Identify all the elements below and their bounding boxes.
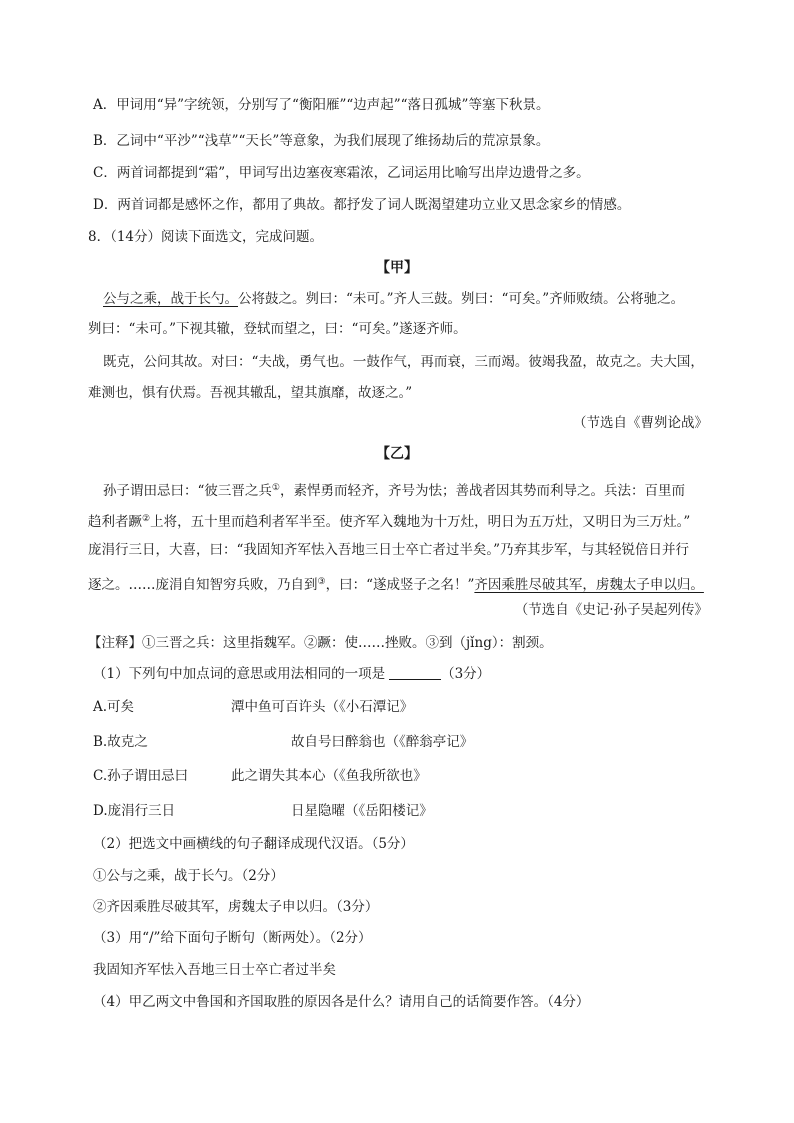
q1-option-d-left: D.庞涓行三日 — [93, 803, 176, 819]
yi-line-2-a: 趋利者蹶 — [88, 514, 142, 530]
footnote-marker-2: ② — [142, 514, 151, 524]
q3-sentence: 我固知齐军怯入吾地三日士卒亡者过半矣 — [93, 962, 336, 978]
jia-paragraph-2-line-1: 既克，公问其故。对曰：“夫战，勇气也。一鼓作气，再而衰，三而竭。彼竭我盈，故克之。夫大国， — [103, 354, 704, 370]
q1-option-d-right: 日星隐曜（《岳阳楼记》 — [291, 803, 433, 819]
yi-source: （节选自《史记·孙子吴起列传》 — [514, 602, 708, 618]
q7-option-c: C．两首词都提到“霜”，甲词写出边塞夜寒霜浓，乙词运用比喻写出岸边遗骨之多。 — [93, 165, 590, 181]
q1-option-b-left: B.故克之 — [93, 734, 148, 750]
notes: 【注释】①三晋之兵：这里指魏军。②蹶：使……挫败。③到（jǐng）：割颈。 — [88, 635, 553, 651]
yi-line-1-a: 孙子谓田忌曰：“彼三晋之兵 — [103, 483, 272, 499]
yi-line-4 — [88, 572, 704, 595]
q1-stem — [93, 664, 490, 684]
jia-heading: 【甲】 — [376, 260, 418, 276]
q2-item-2: ②齐因乘胜尽破其军，虏魏太子申以归。（3分） — [93, 899, 379, 915]
q8-header: 8．（14分）阅读下面选文，完成问题。 — [88, 229, 324, 245]
jia-paragraph-2-line-2: 难测也，惧有伏焉。吾视其辙乱，望其旗靡，故逐之。” — [88, 385, 413, 401]
jia-paragraph-1-line-1 — [103, 289, 684, 309]
q1-option-d — [93, 801, 703, 821]
q7-option-b: B．乙词中“平沙”“浅草”“天长”等意象，为我们展现了维扬劫后的荒凉景象。 — [93, 133, 550, 149]
q3-stem: （3）用“/”给下面句子断句（断两处）。（2分） — [93, 930, 372, 946]
yi-line-4-b: ，曰：“遂成竖子之名！” — [325, 577, 475, 593]
yi-underlined-sentence: 齐因乘胜尽破其军，虏魏太子申以归。 — [474, 577, 704, 593]
yi-line-1-b: ，素悍勇而轻齐，齐号为怯；善战者因其势而利导之。兵法：百里而 — [279, 483, 685, 499]
yi-line-2-b: 上将，五十里而趋利者军半至。使齐军入魏地为十万灶，明日为五万灶，又明日为三万灶。” — [150, 514, 691, 530]
q1-stem-text: （1）下列句中加点词的意思或用法相同的一项是 — [93, 666, 386, 682]
jia-p1-rest: 公将鼓之。刿曰：“未可。”齐人三鼓。刿曰：“可矣。”齐师败绩。公将驰之。 — [238, 291, 685, 307]
yi-line-1 — [103, 478, 685, 501]
q1-option-a-right: 潭中鱼可百许头（《小石潭记》 — [231, 699, 414, 715]
yi-line-3: 庞涓行三日，大喜，曰：“我固知齐军怯入吾地三日士卒亡者过半矣。”乃弃其步军，与其轻锐倍日并行 — [88, 542, 690, 558]
q7-option-a: A．甲词用“异”字统领，分别写了“衡阳雁”“边声起”“落日孤城”等塞下秋景。 — [93, 97, 550, 113]
q7-option-d: D．两首词都是感怀之作，都用了典故。都抒发了词人既渴望建功立业又思念家乡的情感。 — [93, 197, 631, 213]
q1-option-c — [93, 766, 703, 786]
footnote-marker-1: ① — [271, 483, 280, 493]
yi-line-4-a: 逐之。……庞涓自知智穷兵败，乃自到 — [88, 577, 318, 593]
jia-paragraph-1-line-2: 刿曰：“未可。”下视其辙，登轼而望之，曰：“可矣。”遂逐齐师。 — [88, 321, 467, 337]
answer-blank[interactable] — [389, 665, 441, 680]
q1-option-b-right: 故自号曰醉翁也（《醉翁亭记》 — [291, 734, 474, 750]
yi-line-2 — [88, 509, 690, 532]
q4-stem: （4）甲乙两文中鲁国和齐国取胜的原因各是什么？请用自己的话简要作答。（4分） — [93, 994, 590, 1010]
q1-option-c-left: C.孙子谓田忌曰 — [93, 768, 189, 784]
q1-option-a-left: A.可矣 — [93, 699, 135, 715]
q2-item-1: ①公与之乘，战于长勺。（2分） — [93, 868, 284, 884]
yi-heading: 【乙】 — [376, 446, 418, 462]
q2-stem: （2）把选文中画横线的句子翻译成现代汉语。（5分） — [93, 836, 414, 852]
jia-underlined-sentence: 公与之乘，战于长勺。 — [103, 291, 238, 307]
q1-option-c-right: 此之谓失其本心（《鱼我所欲也》 — [231, 768, 427, 784]
q1-points: （3分） — [441, 666, 491, 682]
footnote-marker-3: ③ — [317, 577, 326, 587]
jia-source: （节选自《曹刿论战》 — [573, 415, 708, 431]
q1-option-b — [93, 732, 703, 752]
q1-option-a — [93, 697, 703, 717]
